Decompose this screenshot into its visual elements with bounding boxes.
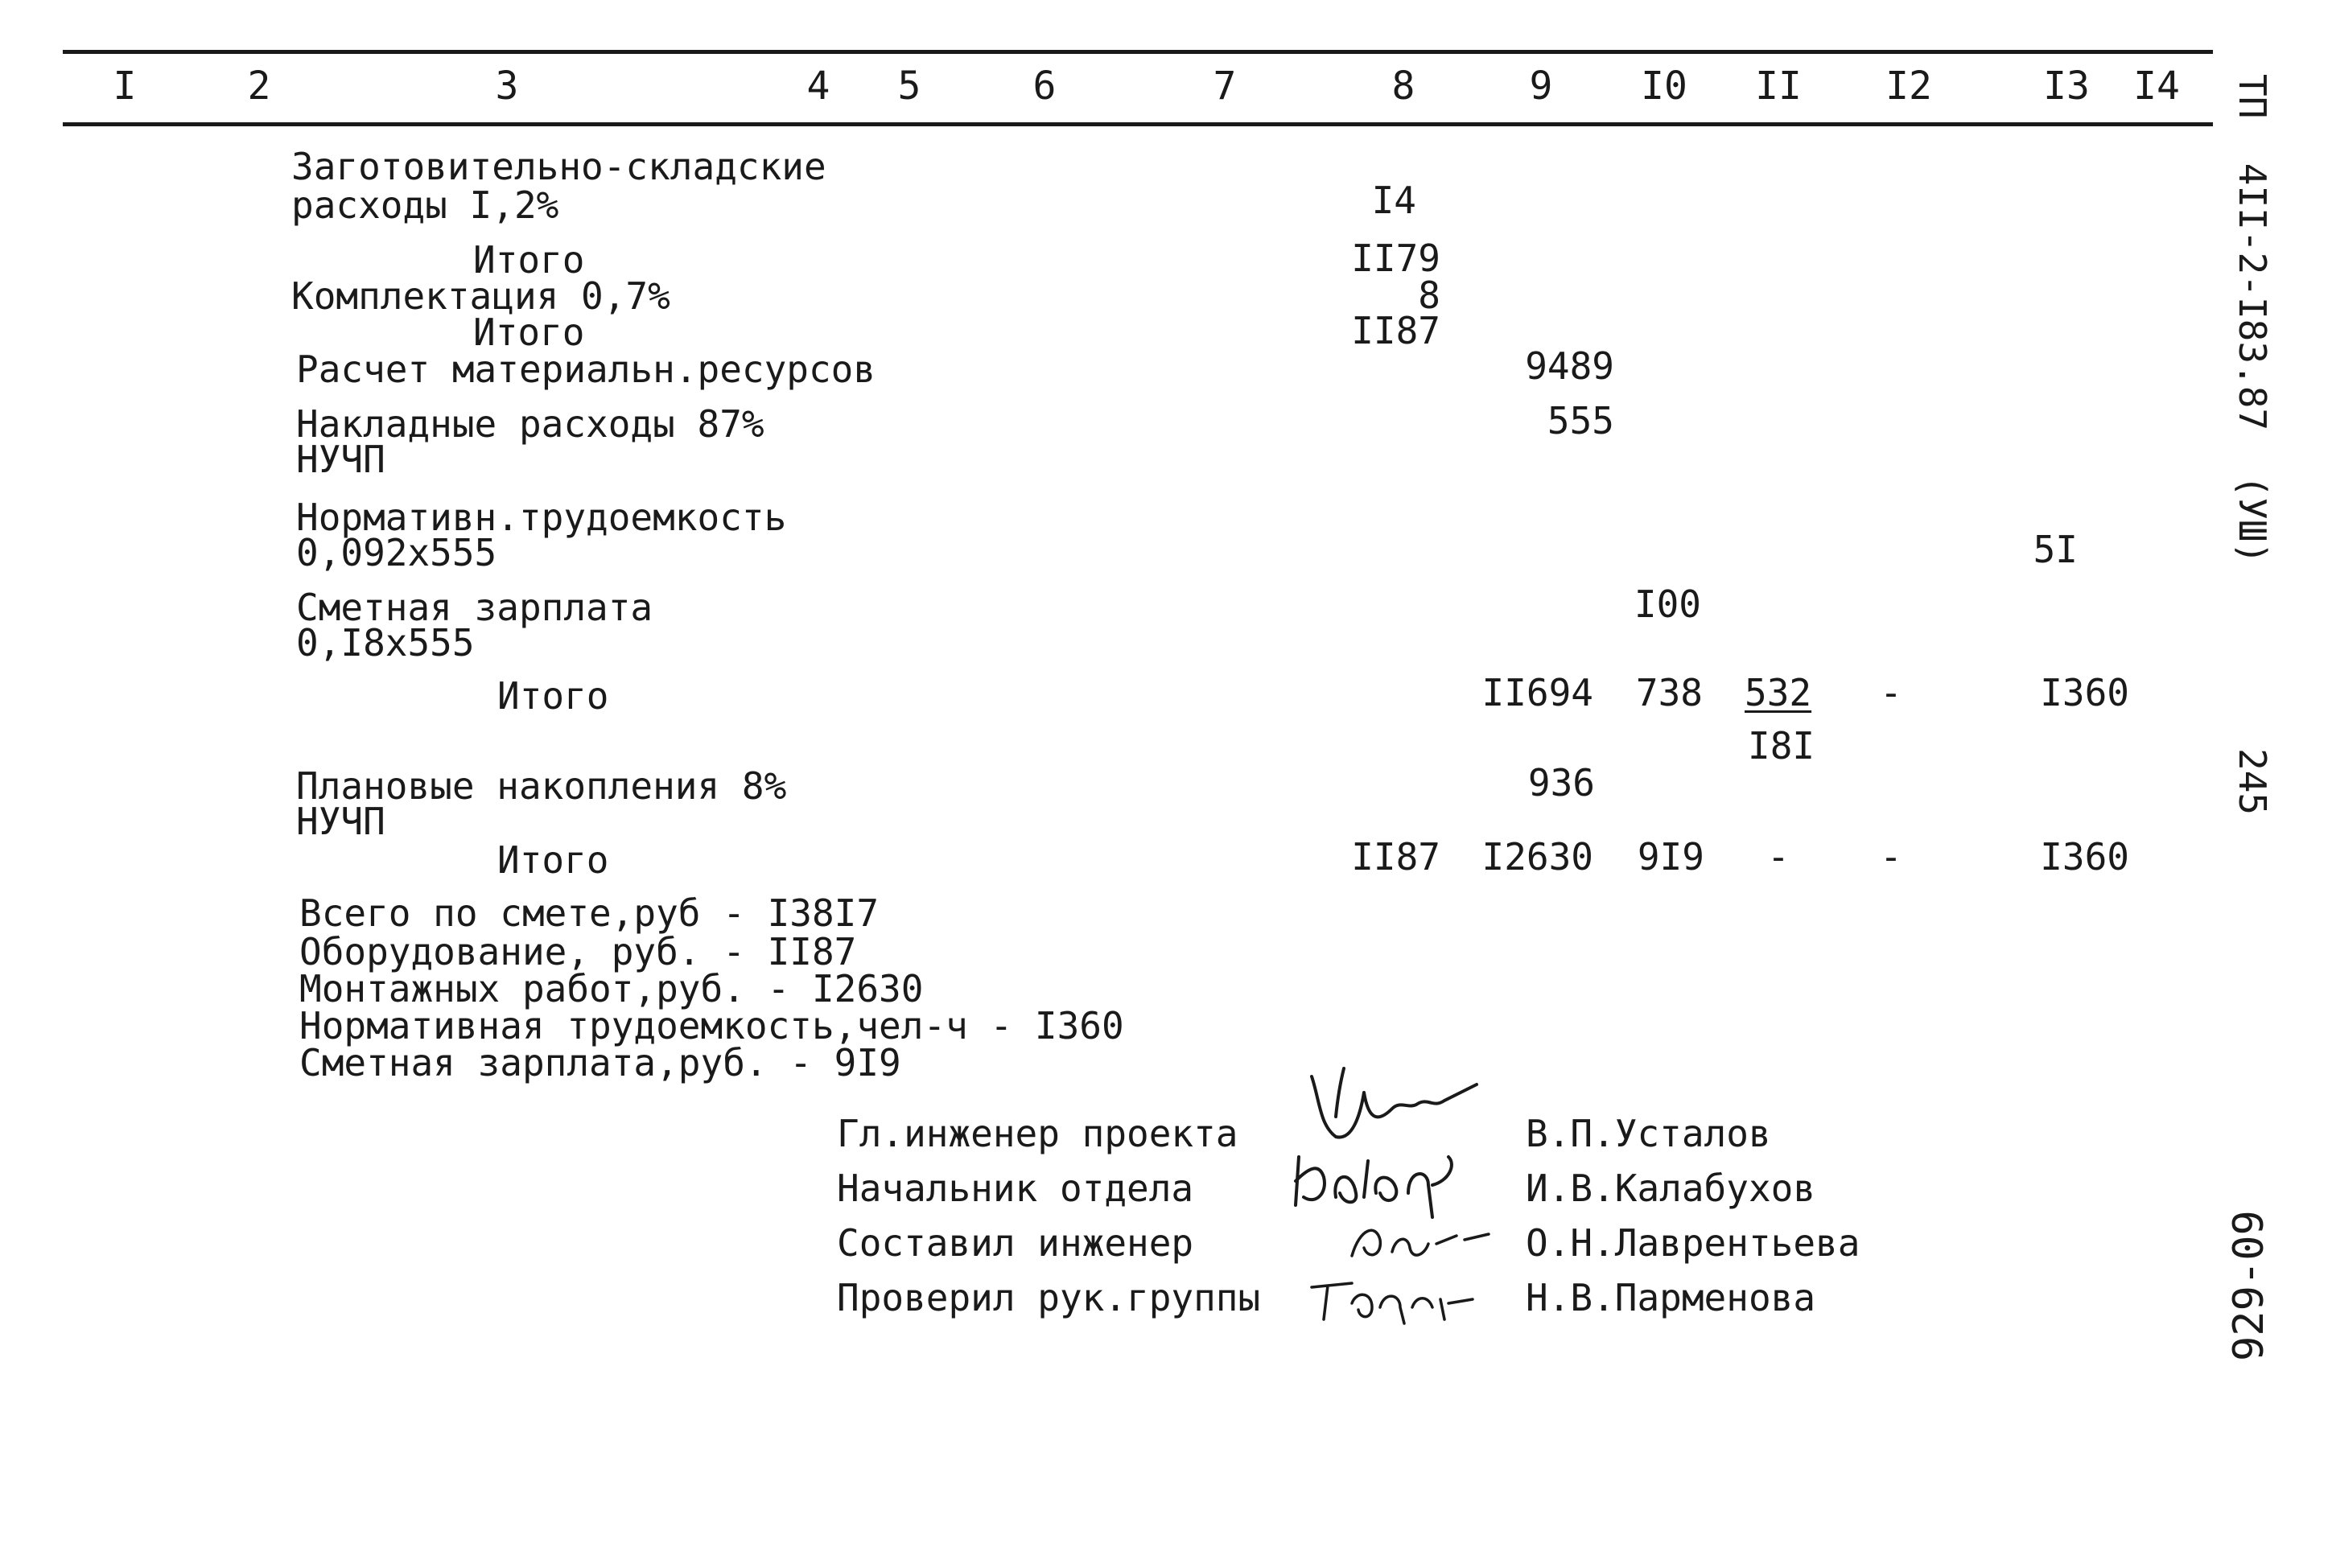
col-header-7: 7	[1213, 64, 1237, 109]
row-label: Заготовительно-складские	[291, 145, 826, 188]
col-header-10: I0	[1641, 64, 1687, 109]
handwritten-signature-1	[1288, 1060, 1481, 1149]
row-label: 0,I8x555	[296, 621, 475, 665]
cell-col9: 555	[1547, 399, 1614, 442]
row-label: Нормативн.трудоемкость	[296, 496, 787, 539]
cell-col12: -	[1880, 671, 1902, 714]
document-code: ТП 4II-2-I83.87 (УШ)	[2231, 74, 2274, 565]
cell-col12: -	[1880, 835, 1902, 879]
cell-col9: II694	[1481, 671, 1593, 714]
cell-col10: I00	[1634, 582, 1701, 626]
col-header-14: I4	[2133, 64, 2180, 109]
cell-col11-sub: I8I	[1748, 724, 1815, 768]
summary-line: Сметная зарплата,руб. - 9I9	[299, 1041, 901, 1084]
cell-col8: 8	[1418, 274, 1440, 317]
handwritten-signature-3	[1336, 1212, 1497, 1268]
header-top-rule	[63, 50, 2213, 54]
signature-role: Начальник отдела	[837, 1167, 1194, 1210]
row-label: Плановые накопления 8%	[296, 764, 787, 808]
signature-name: В.П.Усталов	[1526, 1112, 1771, 1155]
col-header-5: 5	[897, 64, 921, 109]
handwritten-signature-4	[1304, 1271, 1481, 1327]
cell-col8: II87	[1351, 835, 1440, 879]
col-header-2: 2	[247, 64, 271, 109]
cell-col9: 9489	[1525, 344, 1614, 388]
col-header-9: 9	[1529, 64, 1553, 109]
summary-line: Нормативная трудоемкость,чел-ч - I360	[299, 1004, 1124, 1047]
page-number: 245	[2231, 748, 2274, 816]
cell-col9: I2630	[1481, 835, 1593, 879]
row-label-total: Итого	[473, 238, 585, 282]
header-bottom-rule	[63, 122, 2213, 126]
row-label: 0,092x555	[296, 531, 497, 574]
cell-col10: 9I9	[1637, 835, 1704, 879]
signature-role: Проверил рук.группы	[837, 1276, 1261, 1319]
row-label: расходы I,2%	[291, 183, 559, 227]
row-label-total: Итого	[497, 674, 609, 718]
cell-col13: I360	[2040, 835, 2129, 879]
summary-line: Монтажных работ,руб. - I2630	[299, 967, 924, 1010]
cell-col9: 936	[1527, 761, 1595, 805]
row-label: НУЧП	[296, 438, 385, 481]
col-header-8: 8	[1391, 64, 1415, 109]
row-label: Накладные расходы 87%	[296, 402, 764, 446]
col-header-3: 3	[495, 64, 519, 109]
signature-name: Н.В.Парменова	[1526, 1276, 1816, 1319]
signature-name: О.Н.Лаврентьева	[1526, 1221, 1860, 1265]
row-label: Комплектация 0,7%	[291, 274, 670, 318]
cell-col11: 532	[1745, 671, 1812, 714]
cell-col13: I360	[2040, 671, 2129, 714]
row-label-total: Итого	[497, 838, 609, 882]
col-header-1: I	[113, 64, 137, 109]
cell-col10: 738	[1635, 671, 1703, 714]
signature-role: Составил инженер	[837, 1221, 1194, 1265]
cell-col8: II79	[1351, 237, 1440, 280]
sheet-number: 929-09	[2225, 1210, 2273, 1361]
col-header-6: 6	[1032, 64, 1057, 109]
cell-col13: 5I	[2033, 528, 2078, 571]
col-header-12: I2	[1885, 64, 1932, 109]
summary-line: Оборудование, руб. - II87	[299, 930, 857, 973]
signature-role: Гл.инженер проекта	[837, 1112, 1238, 1155]
row-label: Сметная зарплата	[296, 586, 653, 629]
col-header-4: 4	[806, 64, 830, 109]
row-label: Расчет материальн.ресурсов	[296, 348, 876, 391]
row-label: НУЧП	[296, 800, 385, 843]
row-label-total: Итого	[473, 311, 585, 354]
signature-name: И.В.Калабухов	[1526, 1167, 1816, 1210]
cell-col8: I4	[1371, 179, 1416, 222]
col-header-13: I3	[2043, 64, 2090, 109]
summary-line: Всего по смете,руб - I38I7	[299, 891, 880, 935]
handwritten-signature-2	[1288, 1149, 1481, 1221]
col-header-11: II	[1755, 64, 1802, 109]
cell-col8: II87	[1351, 309, 1440, 352]
cell-col11: -	[1767, 835, 1790, 879]
